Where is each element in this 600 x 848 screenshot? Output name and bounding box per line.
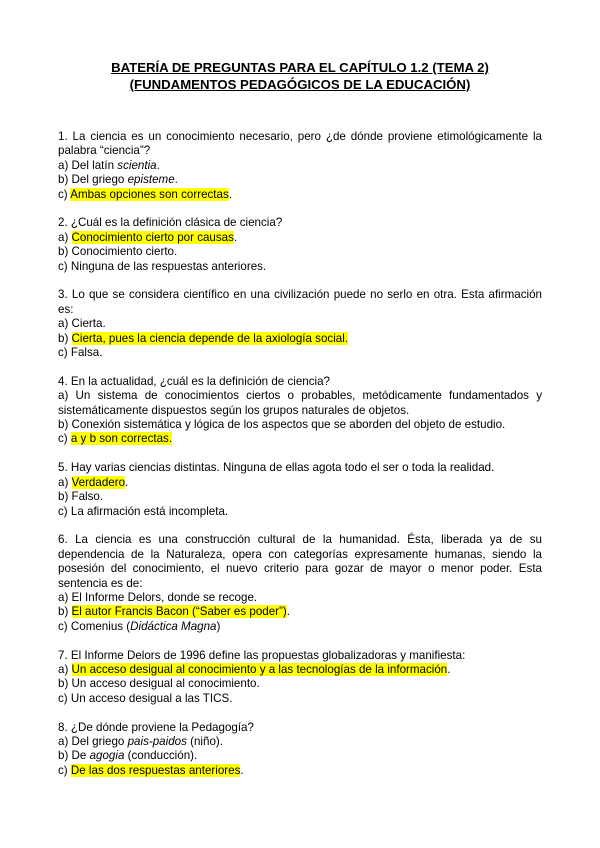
option-a xyxy=(58,735,542,749)
option-a xyxy=(58,159,542,173)
question-8 xyxy=(58,721,542,779)
question-text: 8. ¿De dónde proviene la Pedagogía? xyxy=(58,720,254,734)
highlighted-answer: Ambas opciones son correctas xyxy=(70,187,229,201)
option-suffix: . xyxy=(286,605,290,619)
option-b: b) Falso. xyxy=(58,490,104,504)
option-prefix: b) xyxy=(58,605,72,619)
highlighted-answer: De las dos respuestas anteriores xyxy=(70,763,241,777)
option-b: b) Conocimiento cierto. xyxy=(58,245,178,259)
option-italic: agogia xyxy=(89,749,125,763)
question-6 xyxy=(58,533,542,634)
option-prefix: c) Comenius ( xyxy=(58,619,131,633)
option-italic: scientia xyxy=(117,158,157,172)
option-prefix: a) xyxy=(58,662,72,676)
option-suffix: . xyxy=(447,662,451,676)
option-prefix: a) Del latín xyxy=(58,158,118,172)
highlighted-answer: El autor Francis Bacon (“Saber es poder”) xyxy=(71,605,287,619)
option-c: c) Ninguna de las respuestas anteriores. xyxy=(58,259,267,273)
option-italic: pais-paidos xyxy=(127,734,187,748)
highlighted-answer: Cierta, pues la ciencia depende de la axiología social. xyxy=(71,331,349,345)
option-b: b) Conexión sistemática y lógica de los aspectos que se aborden del objeto de estudio. xyxy=(58,418,506,432)
option-italic: episteme xyxy=(127,173,175,187)
option-c xyxy=(58,188,542,202)
question-text: 6. La ciencia es una construcción cultural de la humanidad. Ésta, liberada ya de su dependencia de la Naturaleza, opera con categorías expresamente humanas, siendo la posesión del conocimiento, el nuevo criterio para gozar de mayor o menor poder. Esta sentencia es de: xyxy=(58,533,542,590)
option-prefix: b) xyxy=(58,331,72,345)
option-prefix: a) xyxy=(58,230,72,244)
question-5 xyxy=(58,461,542,519)
option-a: a) El Informe Delors, donde se recoge. xyxy=(58,590,258,604)
question-text: 4. En la actualidad, ¿cuál es la definición de ciencia? xyxy=(58,374,330,388)
option-suffix: . xyxy=(228,187,233,201)
option-prefix: a) Del griego xyxy=(58,734,128,748)
option-suffix: ) xyxy=(216,619,221,633)
option-c: c) Un acceso desigual a las TICS. xyxy=(58,691,233,705)
question-text: 3. Lo que se considera científico en una civilización puede no serlo en otra. Esta afirmación es: xyxy=(58,288,542,316)
option-suffix: (niño). xyxy=(186,734,223,748)
option-prefix: a) xyxy=(58,475,72,489)
option-suffix: . xyxy=(174,173,178,187)
option-c xyxy=(58,432,542,446)
option-suffix: . xyxy=(125,475,129,489)
option-prefix: c) xyxy=(58,432,71,446)
highlighted-answer: Verdadero xyxy=(71,475,126,489)
option-a: a) Un sistema de conocimientos ciertos o probables, metódicamente fundamentados y sistemáticamente dispuestos según los grupos naturales de objetos. xyxy=(58,389,542,417)
question-4 xyxy=(58,375,542,447)
highlighted-answer: Un acceso desigual al conocimiento y a las tecnologías de la información xyxy=(71,662,448,676)
document-title xyxy=(58,60,542,93)
option-suffix: . xyxy=(233,230,238,244)
highlighted-answer: a y b son correctas. xyxy=(70,432,173,446)
option-suffix: . xyxy=(156,158,160,172)
option-prefix: c) xyxy=(58,187,71,201)
option-c xyxy=(58,764,542,778)
question-7 xyxy=(58,649,542,707)
option-b xyxy=(58,749,542,763)
question-list xyxy=(58,130,542,793)
option-prefix: b) Del griego xyxy=(58,173,128,187)
option-suffix: (conducción). xyxy=(124,749,198,763)
option-a: a) Cierta. xyxy=(58,317,106,331)
option-b xyxy=(58,605,542,619)
question-2 xyxy=(58,216,542,274)
title-line-1: BATERÍA DE PREGUNTAS PARA EL CAPÍTULO 1.2 (TEMA 2) xyxy=(111,60,489,75)
title-line-2: (FUNDAMENTOS PEDAGÓGICOS DE LA EDUCACIÓN) xyxy=(129,76,471,92)
option-prefix: b) De xyxy=(58,749,90,763)
option-b: b) Un acceso desigual al conocimiento. xyxy=(58,677,260,691)
option-c: c) Falsa. xyxy=(58,346,103,360)
question-text: 1. La ciencia es un conocimiento necesario, pero ¿de dónde proviene etimológicamente la palabra “ciencia”? xyxy=(58,130,542,158)
option-c: c) La afirmación está incompleta. xyxy=(58,504,229,518)
question-text: 2. ¿Cuál es la definición clásica de ciencia? xyxy=(58,216,283,230)
option-b xyxy=(58,332,542,346)
option-suffix: . xyxy=(240,763,244,777)
option-a xyxy=(58,476,542,490)
question-1 xyxy=(58,130,542,202)
option-a xyxy=(58,231,542,245)
option-c xyxy=(58,620,542,634)
option-italic: Didáctica Magna xyxy=(130,619,217,633)
question-text: 5. Hay varias ciencias distintas. Ninguna de ellas agota todo el ser o toda la realidad. xyxy=(58,461,495,475)
question-3 xyxy=(58,288,542,360)
question-text: 7. El Informe Delors de 1996 define las propuestas globalizadoras y manifiesta: xyxy=(58,648,466,662)
option-b xyxy=(58,173,542,187)
highlighted-answer: Conocimiento cierto por causas xyxy=(71,230,234,244)
option-a xyxy=(58,663,542,677)
option-prefix: c) xyxy=(58,763,71,777)
